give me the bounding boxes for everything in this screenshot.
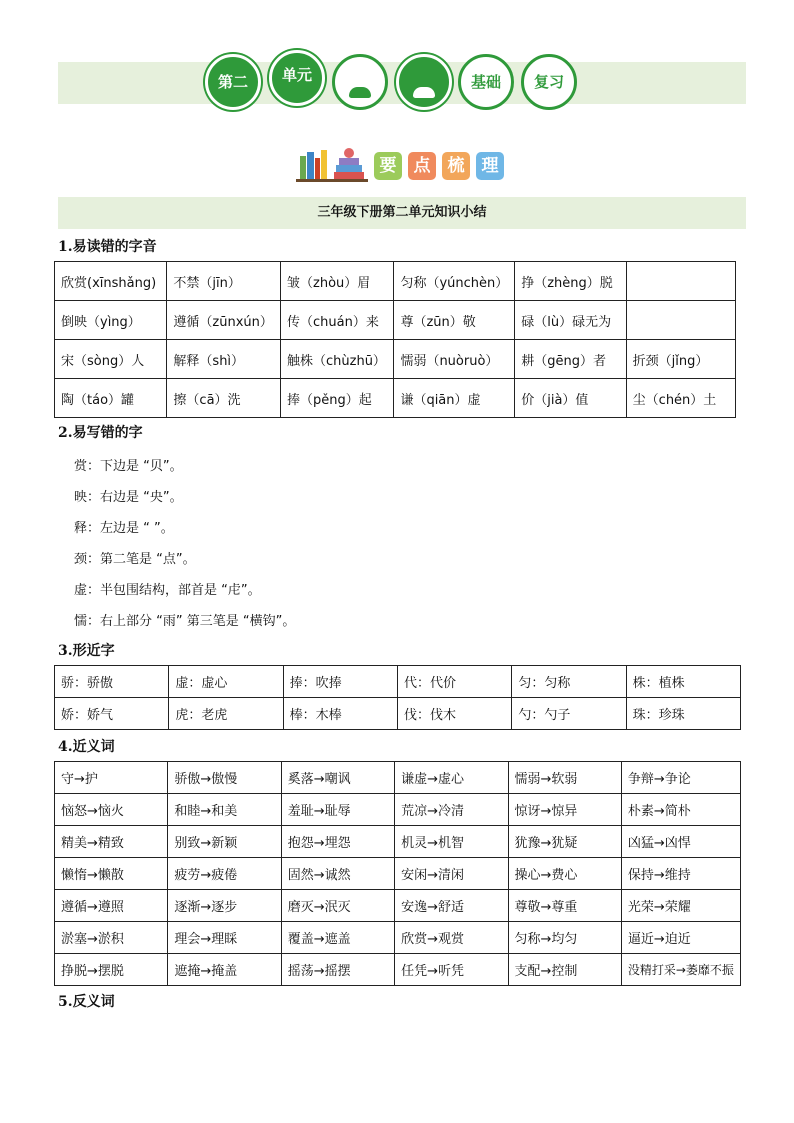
leaf-circle-1	[332, 54, 388, 110]
table-row	[55, 698, 741, 730]
table-cell: 勺：勺子	[512, 698, 626, 730]
table-cell: 珠：珍珠	[626, 698, 740, 730]
table-cell: 价（jià）值	[515, 379, 626, 418]
table-row	[55, 340, 736, 379]
table-cell: 宋（sòng）人	[55, 340, 167, 379]
table-row	[55, 954, 741, 986]
table-row	[55, 262, 736, 301]
table-cell: 摇荡→摇摆	[281, 954, 394, 986]
table-cell: 别致→新颖	[168, 826, 281, 858]
table-cell: 不禁（jīn）	[167, 262, 281, 301]
table-cell: 保持→维持	[621, 858, 740, 890]
table-cell: 尊（zūn）敬	[394, 301, 515, 340]
table-cell: 株：植株	[626, 666, 740, 698]
table-cell: 抱怨→埋怨	[281, 826, 394, 858]
table-cell: 尊敬→尊重	[508, 890, 621, 922]
table-row	[55, 301, 736, 340]
table-cell: 覆盖→遮盖	[281, 922, 394, 954]
table-cell: 安闲→清闲	[395, 858, 508, 890]
table-cell: 挣脱→摆脱	[55, 954, 168, 986]
table-cell: 机灵→机智	[395, 826, 508, 858]
table-cell: 倒映（yìng）	[55, 301, 167, 340]
table-cell: 疲劳→疲倦	[168, 858, 281, 890]
table-cell: 逐渐→逐步	[168, 890, 281, 922]
table-cell: 触株（chùzhū）	[281, 340, 394, 379]
table-cell: 支配→控制	[508, 954, 621, 986]
unit-circle-label: 单元	[281, 66, 312, 84]
table-row	[55, 762, 741, 794]
unit-circle-label: 第二	[217, 73, 248, 91]
table-row	[55, 826, 741, 858]
table-cell: 匀称→均匀	[508, 922, 621, 954]
tag-yao: 要	[374, 152, 402, 180]
table-cell: 伐：伐木	[397, 698, 511, 730]
table-cell: 擦（cā）洗	[167, 379, 281, 418]
unit-circle-label: 基础	[470, 73, 501, 91]
unit-circle-3	[458, 54, 514, 110]
section-heading-3: 3.形近字	[58, 643, 115, 659]
unit-circle-4	[521, 54, 577, 110]
table-cell: 匀称（yúnchèn）	[394, 262, 515, 301]
unit-circle-1	[205, 54, 261, 110]
table-cell: 骄傲→傲慢	[168, 762, 281, 794]
synonyms-table	[54, 761, 741, 986]
table-cell: 耕（gēng）者	[515, 340, 626, 379]
table-cell: 凶猛→凶悍	[621, 826, 740, 858]
page-title: 三年级下册第二单元知识小结	[58, 197, 746, 229]
table-cell: 皱（zhòu）眉	[281, 262, 394, 301]
table-cell: 代：代价	[397, 666, 511, 698]
section-heading-4: 4.近义词	[58, 739, 115, 755]
table-cell: 没精打采→萎靡不振	[621, 954, 740, 986]
table-cell	[626, 262, 735, 301]
leaf-circle-2	[396, 54, 452, 110]
table-cell: 懒惰→懒散	[55, 858, 168, 890]
table-cell: 固然→诚然	[281, 858, 394, 890]
table-cell: 懦弱（nuòruò）	[394, 340, 515, 379]
tag-shu: 梳	[442, 152, 470, 180]
section-heading-1: 1.易读错的字音	[58, 239, 157, 255]
writing-note: 映：右边是 “央”。	[74, 490, 183, 505]
table-cell: 逼近→迫近	[621, 922, 740, 954]
table-cell: 谦虚→虚心	[395, 762, 508, 794]
table-cell: 遮掩→掩盖	[168, 954, 281, 986]
table-cell: 操心→费心	[508, 858, 621, 890]
table-cell: 陶（táo）罐	[55, 379, 167, 418]
cloud-icon	[413, 87, 435, 98]
tag-li: 理	[476, 152, 504, 180]
table-cell: 虚：虚心	[169, 666, 283, 698]
writing-note: 虚：半包围结构，部首是 “虍”。	[74, 583, 261, 598]
table-cell: 欣赏(xīnshǎng)	[55, 262, 167, 301]
table-cell: 娇：娇气	[55, 698, 169, 730]
table-cell: 碌（lù）碌无为	[515, 301, 626, 340]
table-cell: 光荣→荣耀	[621, 890, 740, 922]
table-cell: 谦（qiān）虚	[394, 379, 515, 418]
table-cell: 遵循（zūnxún）	[167, 301, 281, 340]
books-icon	[296, 146, 368, 182]
similar-chars-table	[54, 665, 741, 730]
writing-note: 懦：右上部分 “雨” 第三笔是 “横钩”。	[74, 614, 296, 629]
table-cell: 朴素→简朴	[621, 794, 740, 826]
table-cell: 理会→理睬	[168, 922, 281, 954]
unit-circle-label: 复习	[533, 73, 564, 91]
table-cell: 惊讶→惊异	[508, 794, 621, 826]
cloud-icon	[349, 87, 371, 98]
table-row	[55, 794, 741, 826]
table-cell: 恼怒→恼火	[55, 794, 168, 826]
table-cell: 羞耻→耻辱	[281, 794, 394, 826]
table-cell: 欣赏→观赏	[395, 922, 508, 954]
table-cell: 棒：木棒	[283, 698, 397, 730]
table-cell: 淤塞→淤积	[55, 922, 168, 954]
table-cell: 虎：老虎	[169, 698, 283, 730]
table-row	[55, 890, 741, 922]
table-cell: 折颈（jǐng）	[626, 340, 735, 379]
table-cell: 安逸→舒适	[395, 890, 508, 922]
writing-note: 释：左边是 “ ”。	[74, 521, 174, 536]
table-cell: 和睦→和美	[168, 794, 281, 826]
table-cell: 荒凉→冷清	[395, 794, 508, 826]
table-cell: 解释（shì）	[167, 340, 281, 379]
table-cell: 捧（pěng）起	[281, 379, 394, 418]
table-row	[55, 379, 736, 418]
unit-circle-2	[269, 50, 325, 106]
table-cell: 磨灭→泯灭	[281, 890, 394, 922]
table-cell: 捧：吹捧	[283, 666, 397, 698]
writing-note: 颈：第二笔是 “点”。	[74, 552, 196, 567]
table-cell: 尘（chén）土	[626, 379, 735, 418]
table-row	[55, 858, 741, 890]
section-heading-2: 2.易写错的字	[58, 425, 143, 441]
table-cell: 争辩→争论	[621, 762, 740, 794]
table-cell: 任凭→听凭	[395, 954, 508, 986]
table-cell: 精美→精致	[55, 826, 168, 858]
table-row	[55, 666, 741, 698]
tag-dian: 点	[408, 152, 436, 180]
table-cell: 传（chuán）来	[281, 301, 394, 340]
writing-note: 赏：下边是 “贝”。	[74, 459, 183, 474]
table-cell: 奚落→嘲讽	[281, 762, 394, 794]
table-row	[55, 922, 741, 954]
table-cell: 匀：匀称	[512, 666, 626, 698]
table-cell	[626, 301, 735, 340]
table-cell: 守→护	[55, 762, 168, 794]
pronunciation-table	[54, 261, 736, 418]
table-cell: 遵循→遵照	[55, 890, 168, 922]
table-cell: 懦弱→软弱	[508, 762, 621, 794]
section-heading-5: 5.反义词	[58, 994, 115, 1010]
table-cell: 挣（zhèng）脱	[515, 262, 626, 301]
table-cell: 骄：骄傲	[55, 666, 169, 698]
table-cell: 犹豫→犹疑	[508, 826, 621, 858]
